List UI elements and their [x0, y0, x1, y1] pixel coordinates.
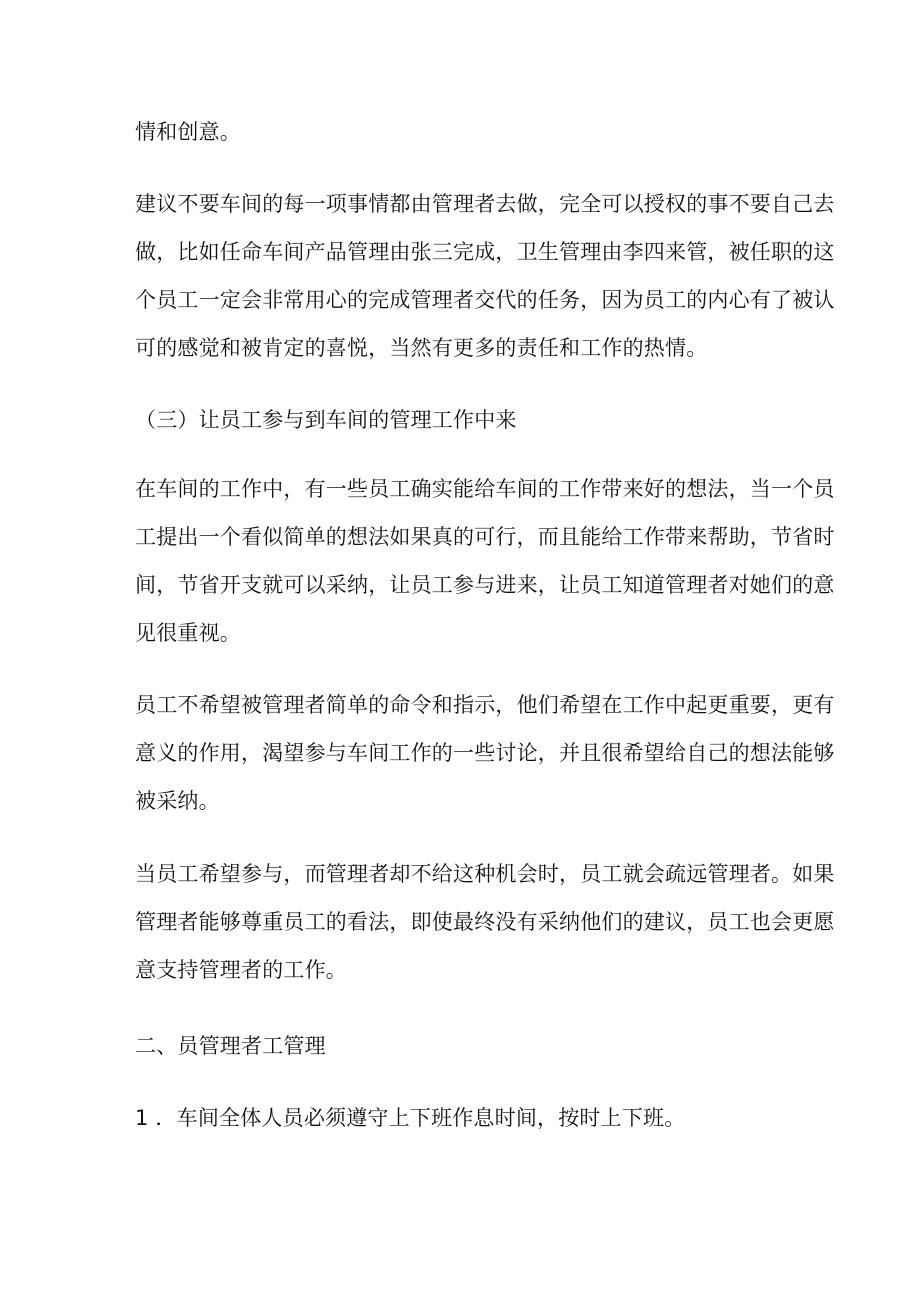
text-line: 间，节省开支就可以采纳，让员工参与进来，让员工知道管理者对她们的意: [135, 573, 835, 597]
text-line: 被采纳。: [135, 789, 220, 813]
paragraph-participation: [135, 850, 835, 994]
section-heading-2: [135, 1022, 795, 1070]
text-line: 做，比如任命车间产品管理由张三完成，卫生管理由李四来管，被任职的这: [135, 240, 835, 264]
heading-text: （三）让员工参与到车间的管理工作中来: [135, 408, 517, 432]
section-heading-3: [135, 396, 795, 444]
paragraph-continuation: [135, 108, 795, 156]
paragraph-employee-wishes: [135, 681, 835, 825]
text-line: 员工不希望被管理者简单的命令和指示，他们希望在工作中起更重要，更有: [135, 693, 835, 717]
list-item-1: [135, 1094, 795, 1142]
text-line: 当员工希望参与，而管理者却不给这种机会时，员工就会疏远管理者。如果: [135, 862, 835, 886]
text-line: 见很重视。: [135, 621, 241, 645]
text-line: 管理者能够尊重员工的看法，即使最终没有采纳他们的建议，员工也会更愿: [135, 910, 835, 934]
text-line: 建议不要车间的每一项事情都由管理者去做，完全可以授权的事不要自己去: [135, 192, 835, 216]
text-line: 工提出一个看似简单的想法如果真的可行，而且能给工作带来帮助，节省时: [135, 525, 835, 549]
text-line: 意支持管理者的工作。: [135, 958, 347, 982]
paragraph-delegation: [135, 180, 835, 372]
text-line: 1 ．车间全体人员必须遵守上下班作息时间，按时上下班。: [135, 1106, 686, 1130]
text-line: 意义的作用，渴望参与车间工作的一些讨论，并且很希望给自己的想法能够: [135, 741, 835, 765]
text-line: 情和创意。: [135, 120, 241, 144]
heading-text: 二、员管理者工管理: [135, 1034, 326, 1058]
text-line: 可的感觉和被肯定的喜悦，当然有更多的责任和工作的热情。: [135, 336, 708, 360]
text-line: 个员工一定会非常用心的完成管理者交代的任务，因为员工的内心有了被认: [135, 288, 835, 312]
text-line: 在车间的工作中，有一些员工确实能给车间的工作带来好的想法，当一个员: [135, 477, 835, 501]
paragraph-employee-ideas: [135, 465, 835, 657]
